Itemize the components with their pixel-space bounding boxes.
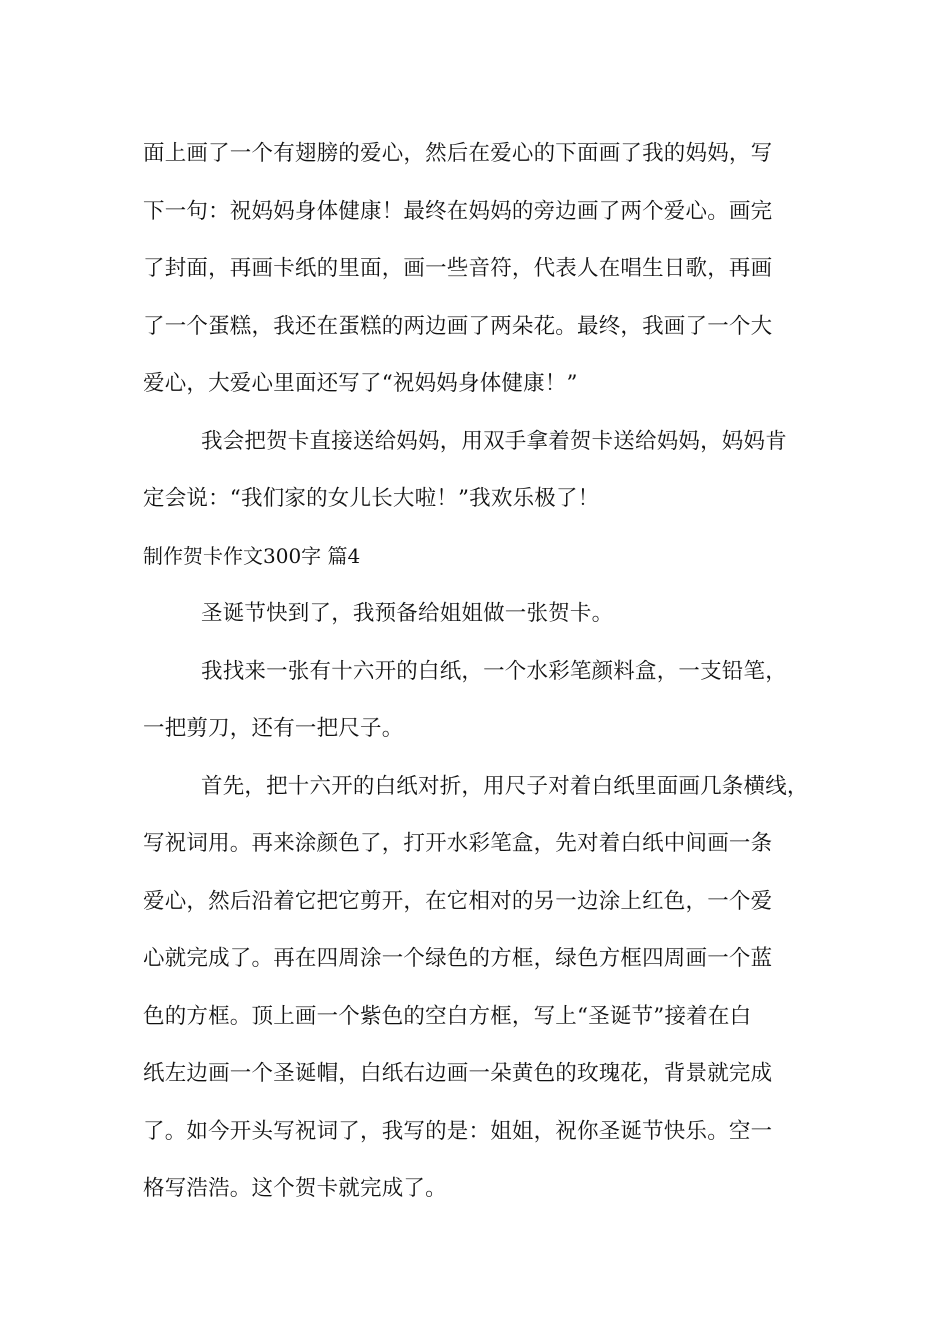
text-line: 格写浩浩。这个贺卡就完成了。 — [143, 1176, 447, 1201]
paragraph-start-line: 我会把贺卡直接送给妈妈，用双手拿着贺卡送给妈妈，妈妈肯 — [201, 428, 787, 454]
text-line: 心就完成了。再在四周涂一个绿色的方框，绿色方框四周画一个蓝 — [143, 946, 773, 971]
section-heading: 制作贺卡作文300字 篇4 — [143, 543, 361, 568]
paragraph-start-line: 圣诞节快到了，我预备给姐姐做一张贺卡。 — [201, 601, 614, 626]
text-line: 了一个蛋糕，我还在蛋糕的两边画了两朵花。最终，我画了一个大 — [143, 313, 773, 339]
text-line: 一把剪刀，还有一把尺子。 — [143, 716, 404, 741]
text-line: 了封面，再画卡纸的里面，画一些音符，代表人在唱生日歌，再画 — [143, 256, 773, 281]
paragraph-start-line: 首先，把十六开的白纸对折，用尺子对着白纸里面画几条横线， — [201, 773, 809, 799]
text-line: 定会说：“我们家的女儿长大啦！”我欢乐极了！ — [143, 486, 600, 511]
text-line: 写祝词用。再来涂颜色了，打开水彩笔盒，先对着白纸中间画一条 — [143, 831, 773, 856]
text-line: 面上画了一个有翅膀的爱心，然后在爱心的下面画了我的妈妈，写 — [143, 141, 773, 166]
text-line: 爱心，然后沿着它把它剪开，在它相对的另一边涂上红色，一个爱 — [143, 888, 773, 914]
text-line: 纸左边画一个圣诞帽，白纸右边画一朵黄色的玫瑰花，背景就完成 — [143, 1061, 773, 1086]
text-line: 下一句：祝妈妈身体健康！最终在妈妈的旁边画了两个爱心。画完 — [143, 198, 773, 224]
text-line: 爱心，大爱心里面还写了“祝妈妈身体健康！” — [143, 371, 578, 396]
paragraph-start-line: 我找来一张有十六开的白纸，一个水彩笔颜料盒，一支铅笔， — [201, 658, 787, 684]
text-line: 了。如今开头写祝词了，我写的是：姐姐，祝你圣诞节快乐。空一 — [143, 1118, 773, 1144]
text-line: 色的方框。顶上画一个紫色的空白方框，写上“圣诞节”接着在白 — [143, 1003, 752, 1029]
document-body — [143, 125, 833, 1218]
